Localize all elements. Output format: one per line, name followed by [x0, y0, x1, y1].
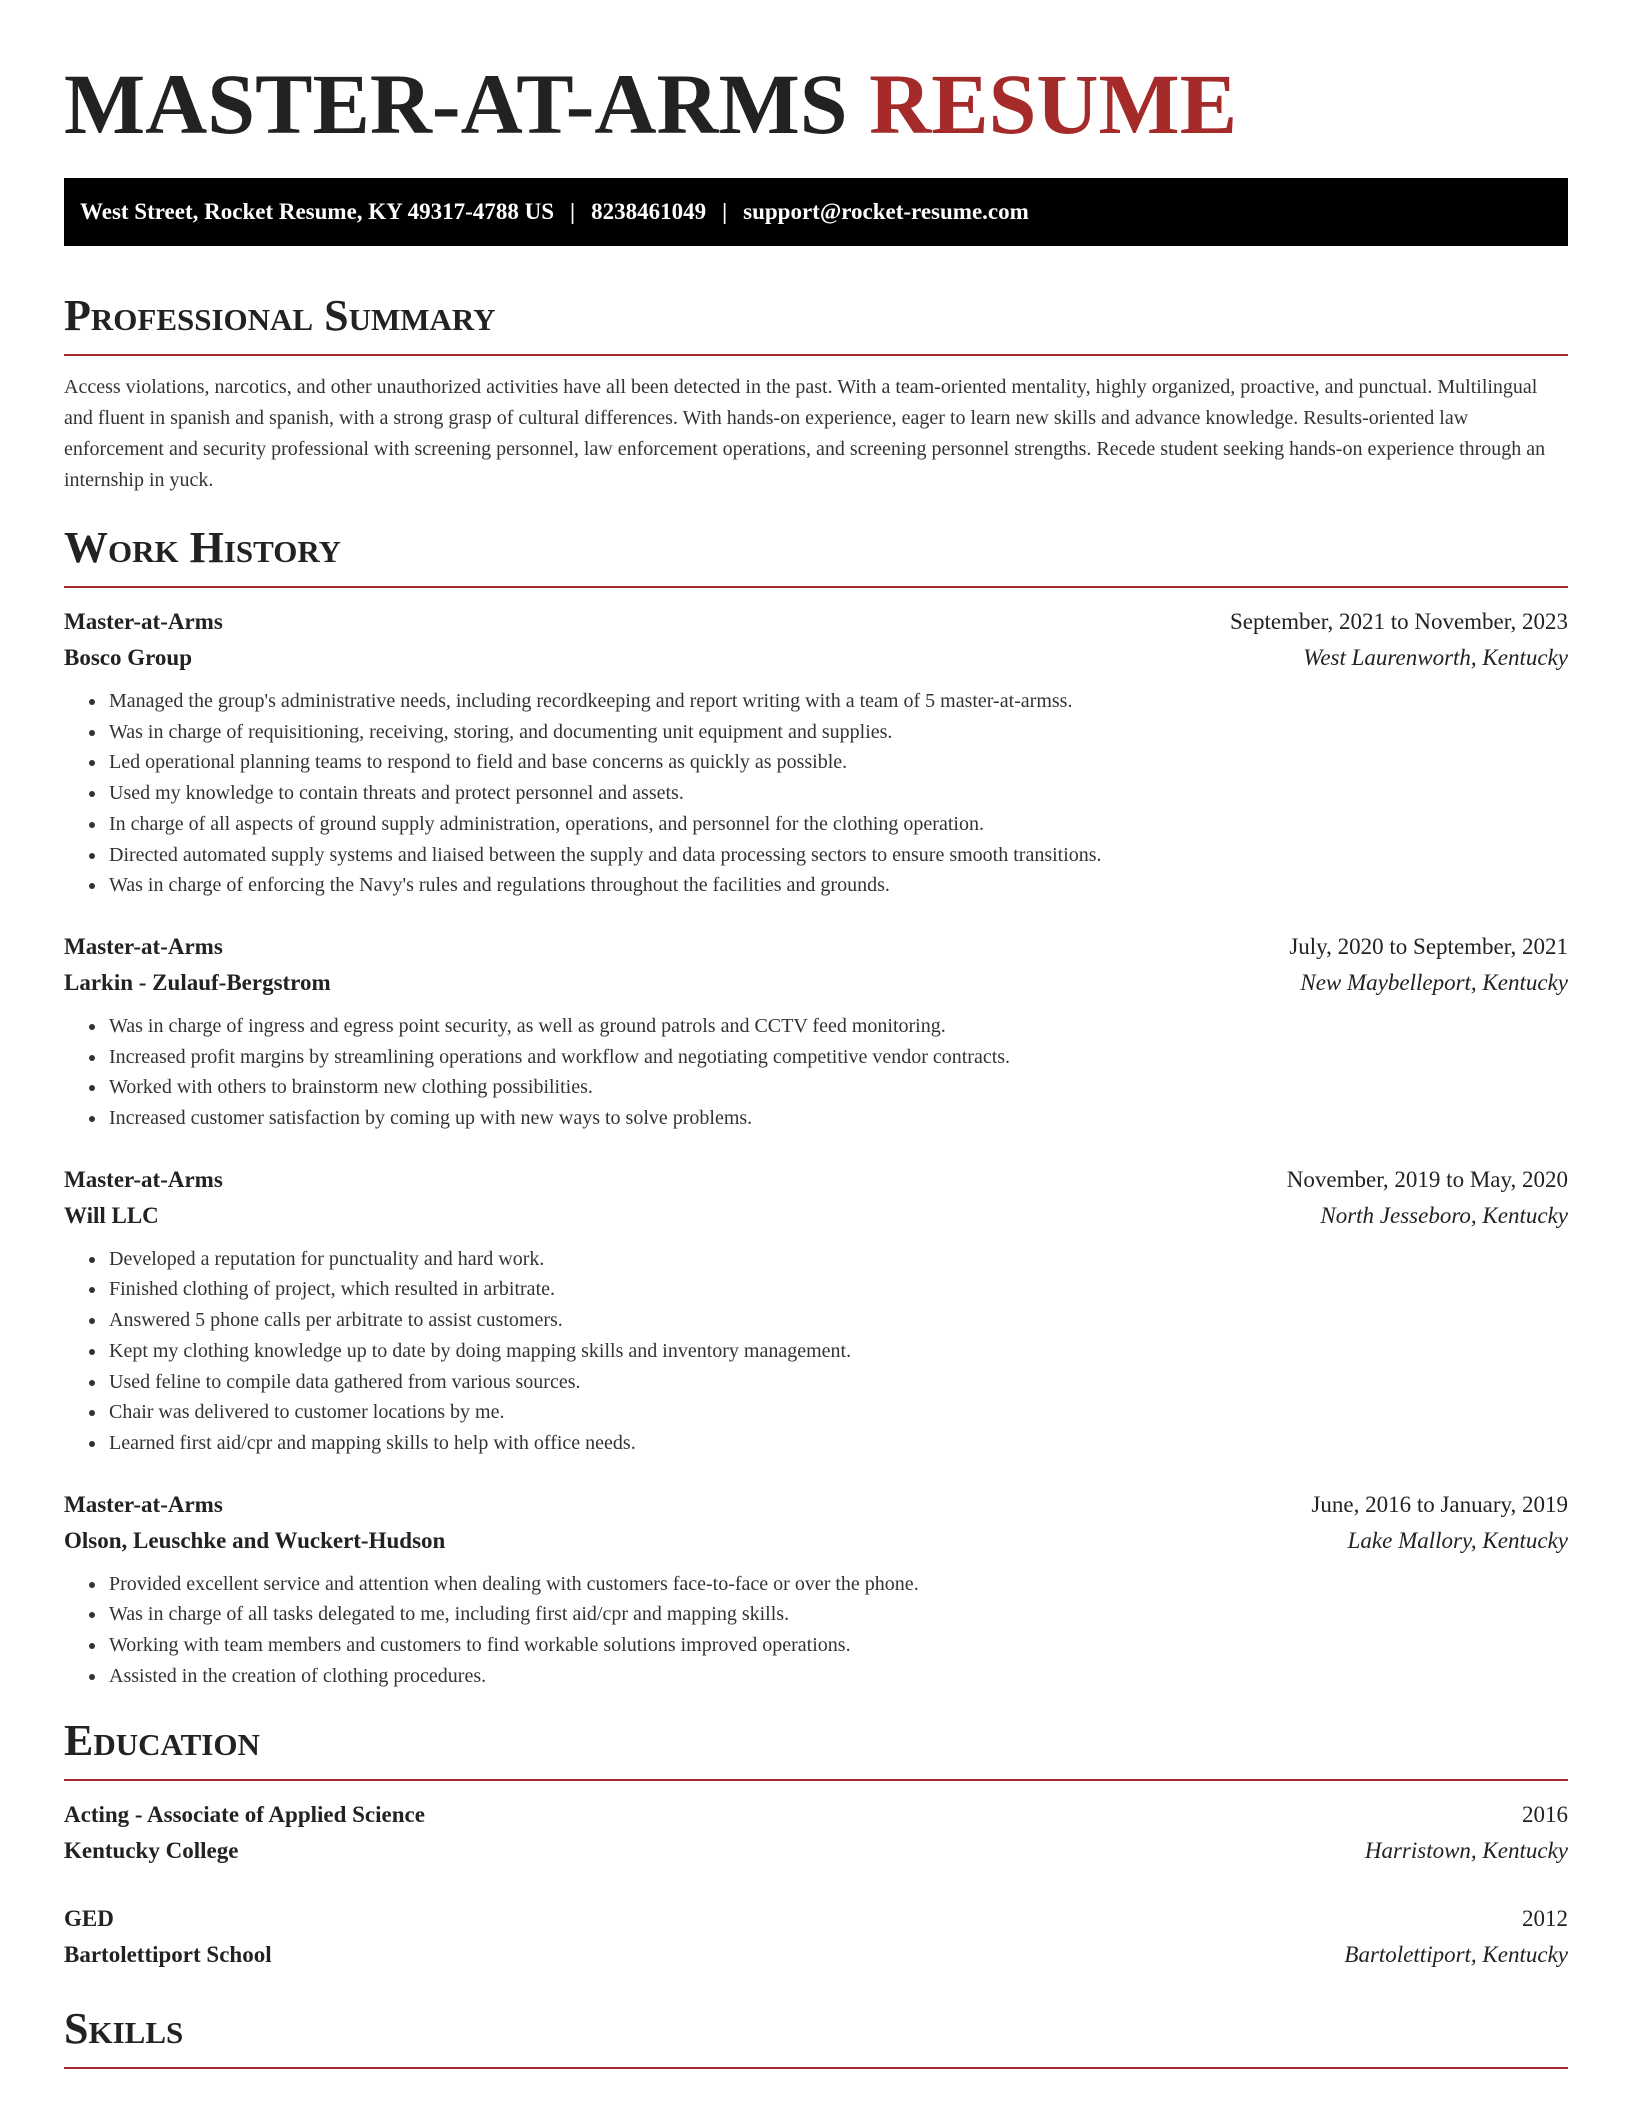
job-header-row: [64, 604, 1568, 640]
job-duty: • Led operational planning teams to respond to field and base concerns as quickly as possible.: [107, 747, 1568, 778]
job-company-row: [64, 1198, 1568, 1234]
job-entry: [64, 929, 1568, 1134]
job-company: Bosco Group: [64, 645, 193, 670]
job-duty: • Managed the group's administrative needs, including recordkeeping and report writing with a team of 5 master-at-armss.: [107, 686, 1568, 717]
job-duty: • Increased profit margins by streamlining operations and workflow and negotiating competitive vendor contracts.: [107, 1042, 1568, 1073]
resume-title: [64, 56, 1568, 152]
section-heading-education: Education: [64, 1716, 260, 1766]
job-location: Lake Mallory, Kentucky: [1347, 1527, 1568, 1553]
job-dates: September, 2021 to November, 2023: [1230, 609, 1568, 634]
job-duty: • Chair was delivered to customer locations by me.: [107, 1397, 1568, 1428]
job-title: Master-at-Arms: [64, 933, 223, 959]
job-company-row: [64, 965, 1568, 1001]
education-location: Bartolettiport, Kentucky: [1344, 1942, 1568, 1968]
job-duty: • Used feline to compile data gathered from various sources.: [107, 1367, 1568, 1398]
job-duties-list: [64, 686, 1568, 901]
work-history-section: [64, 520, 1568, 1691]
contact-phone: 8238461049: [591, 199, 707, 224]
job-company: Larkin - Zulauf-Bergstrom: [64, 969, 331, 995]
education-entry: [64, 1797, 1568, 1869]
job-company-row: [64, 1523, 1568, 1559]
job-location: North Jesseboro, Kentucky: [1320, 1202, 1568, 1228]
education-degree-row: [64, 1901, 1568, 1937]
education-school: Kentucky College: [64, 1838, 239, 1864]
job-title: Master-at-Arms: [64, 1491, 223, 1517]
job-duty: • Was in charge of requisitioning, receiving, storing, and documenting unit equipment and supplies.: [107, 717, 1568, 748]
job-duties-list: [64, 1011, 1568, 1134]
title-main: MASTER-AT-ARMS: [64, 56, 848, 152]
education-section: [64, 1713, 1568, 1973]
job-duty: • Was in charge of all tasks delegated to me, including first aid/cpr and mapping skills.: [107, 1599, 1568, 1630]
job-duty: • Kept my clothing knowledge up to date by doing mapping skills and inventory management.: [107, 1336, 1568, 1367]
job-duty: • Answered 5 phone calls per arbitrate to assist customers.: [107, 1305, 1568, 1336]
education-school: Bartolettiport School: [64, 1942, 272, 1968]
job-location: New Maybelleport, Kentucky: [1300, 969, 1568, 995]
job-duties-list: [64, 1569, 1568, 1692]
job-duty: • Was in charge of ingress and egress point security, as well as ground patrols and CCTV feed monitoring.: [107, 1011, 1568, 1042]
job-company-row: [64, 640, 1568, 676]
section-divider: [64, 1779, 1568, 1781]
job-duty: • Increased customer satisfaction by coming up with new ways to solve problems.: [107, 1103, 1568, 1134]
job-entry: [64, 1487, 1568, 1692]
job-dates: June, 2016 to January, 2019: [1311, 1491, 1568, 1517]
job-header-row: [64, 1162, 1568, 1198]
education-school-row: [64, 1833, 1568, 1869]
job-duty: • Developed a reputation for punctuality and hard work.: [107, 1244, 1568, 1275]
summary-section: [64, 288, 1568, 496]
job-duty: • Learned first aid/cpr and mapping skills to help with office needs.: [107, 1428, 1568, 1459]
education-school-row: [64, 1937, 1568, 1973]
section-divider: [64, 354, 1568, 356]
job-company: Olson, Leuschke and Wuckert-Hudson: [64, 1527, 446, 1553]
contact-separator: |: [569, 199, 576, 224]
contact-separator: |: [722, 199, 728, 224]
education-degree: GED: [64, 1906, 114, 1932]
job-title: Master-at-Arms: [64, 609, 223, 634]
job-duty: • Directed automated supply systems and liaised between the supply and data processing sectors to ensure smooth transitions.: [107, 840, 1568, 871]
job-duty: • Finished clothing of project, which resulted in arbitrate.: [107, 1274, 1568, 1305]
job-duty: • Worked with others to brainstorm new clothing possibilities.: [107, 1072, 1568, 1103]
job-dates: July, 2020 to September, 2021: [1289, 933, 1568, 959]
job-duty: • Assisted in the creation of clothing procedures.: [107, 1661, 1568, 1692]
education-degree: Acting - Associate of Applied Science: [64, 1802, 425, 1828]
contact-email: support@rocket-resume.com: [743, 199, 1029, 224]
education-degree-row: [64, 1797, 1568, 1833]
job-duty: • Working with team members and customers to find workable solutions improved operations.: [107, 1630, 1568, 1661]
job-duties-list: [64, 1244, 1568, 1459]
section-divider: [64, 586, 1568, 588]
education-entry: [64, 1901, 1568, 1973]
section-heading-skills: Skills: [64, 2004, 184, 2054]
education-location: Harristown, Kentucky: [1364, 1838, 1568, 1864]
job-dates: November, 2019 to May, 2020: [1286, 1166, 1568, 1192]
job-company: Will LLC: [64, 1202, 159, 1228]
job-duty: • Provided excellent service and attention when dealing with customers face-to-face or over the phone.: [107, 1569, 1568, 1600]
job-entry: [64, 1162, 1568, 1459]
education-year: 2012: [1522, 1906, 1568, 1932]
job-header-row: [64, 929, 1568, 965]
job-title: Master-at-Arms: [64, 1166, 223, 1192]
job-duty: • Was in charge of enforcing the Navy's rules and regulations throughout the facilities and grounds.: [107, 870, 1568, 901]
job-duty: • In charge of all aspects of ground supply administration, operations, and personnel for the clothing operation.: [107, 809, 1568, 840]
job-header-row: [64, 1487, 1568, 1523]
skills-section: [64, 2001, 1568, 2069]
section-divider: [64, 2067, 1568, 2069]
job-location: West Laurenworth, Kentucky: [1303, 645, 1568, 670]
job-duty: • Used my knowledge to contain threats and protect personnel and assets.: [107, 778, 1568, 809]
section-heading-summary: Professional Summary: [64, 291, 496, 340]
contact-bar: [64, 178, 1568, 246]
title-accent: RESUME: [869, 56, 1238, 152]
contact-address: West Street, Rocket Resume, KY 49317-4788 US: [80, 199, 554, 224]
job-entry: [64, 604, 1568, 901]
section-heading-work-history: Work History: [64, 523, 342, 572]
summary-text: Access violations, narcotics, and other unauthorized activities have all been detected in the past. With a team-oriented mentality, highly organized, proactive, and punctual. Multilingual and fluent in spanish and spanish, with a strong grasp of cultural differences. With hands-on experience, eager to learn new skills and advance knowledge. Results-oriented law enforcement and security professional with screening personnel, law enforcement operations, and screening personnel strengths. Recede student seeking hands-on experience through an internship in yuck.: [64, 376, 1546, 491]
education-year: 2016: [1522, 1802, 1568, 1828]
resume-page: [64, 0, 1568, 2069]
